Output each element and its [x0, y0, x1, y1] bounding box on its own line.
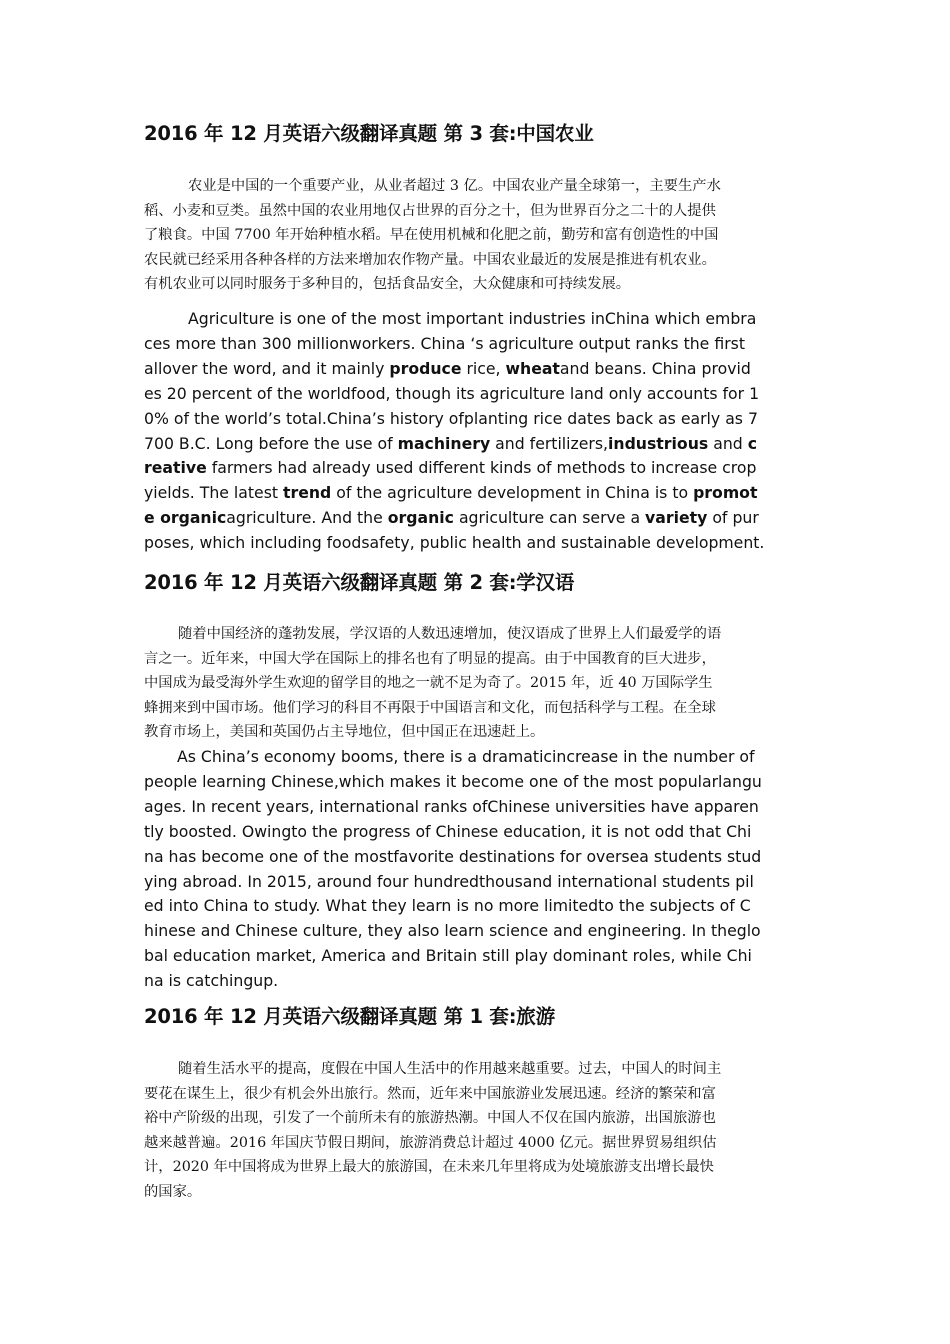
paragraph-line: 言之一。近年来，中国大学在国际上的排名也有了明显的提高。由于中国教育的巨大进步，: [144, 650, 716, 667]
paragraph-line: [144, 795, 808, 820]
paragraph-line: 了粮食。中国 7700 年开始种植水稻。早在使用机械和化肥之前，勤劳和富有创造性的中国: [144, 227, 719, 243]
paragraph-line: [144, 820, 808, 845]
text-run: tly boosted. Owingto the progress of Chinese education, it is not odd that Chi: [144, 821, 752, 841]
paragraph-line: 随着生活水平的提高，度假在中国人生活中的作用越来越重要。过去，中国人的时间主: [178, 1061, 722, 1077]
bold-keyword: c: [747, 433, 758, 453]
bold-keyword: machinery: [397, 433, 491, 453]
bold-keyword: variety: [645, 508, 708, 528]
paragraph-line: [144, 845, 808, 870]
bold-keyword: promot: [693, 483, 758, 503]
paragraph-line: [144, 870, 808, 895]
text-run: farmers had already used different kinds of methods to increase crop: [206, 458, 757, 478]
text-run: of the agriculture development in China is to: [331, 483, 694, 503]
paragraph-line: 计，2020 年中国将成为世界上最大的旅游国，在未来几年里将成为处境旅游支出增长最快: [144, 1159, 714, 1175]
text-run: rice,: [461, 358, 506, 378]
text-run: na is catchingup.: [144, 971, 279, 991]
text-run: allover the word, and it mainly: [144, 358, 390, 378]
text-run: es 20 percent of the worldfood, though its agriculture land only accounts for 1: [144, 383, 760, 403]
text-run: people learning Chinese,which makes it become one of the most popularlangu: [144, 771, 762, 791]
section-2-english-paragraph: [144, 745, 808, 994]
paragraph-line: [144, 357, 808, 382]
section-2-chinese-paragraph: [144, 622, 808, 745]
text-run: ages. In recent years, international ranks ofChinese universities have apparen: [144, 796, 759, 816]
paragraph-line: [144, 456, 808, 481]
text-run: and beans. China provid: [559, 358, 751, 378]
paragraph-line: 随着中国经济的蓬勃发展，学汉语的人数迅速增加，使汉语成了世界上人们最爱学的语: [178, 626, 722, 642]
paragraph-line: 有机农业可以同时服务于多种目的，包括食品安全，大众健康和可持续发展。: [144, 276, 631, 292]
paragraph-line: [144, 332, 808, 357]
text-run: ying abroad. In 2015, around four hundredthousand international students pil: [144, 871, 754, 891]
paragraph-line: [144, 432, 808, 457]
bold-keyword: reative: [144, 458, 207, 478]
paragraph-line: 农民就已经采用各种各样的方法来增加农作物产量。中国农业最近的发展是推进有机农业。: [144, 251, 716, 268]
paragraph-line: 蜂拥来到中国市场。他们学习的科目不再限于中国语言和文化，而包括科学与工程。在全球: [144, 699, 716, 716]
bold-keyword: trend: [283, 483, 332, 503]
text-run: na has become one of the mostfavorite destinations for oversea students stud: [144, 846, 762, 866]
text-run: poses, which including foodsafety, public health and sustainable development.: [144, 533, 765, 553]
bold-keyword: wheat: [505, 358, 560, 378]
paragraph-line: 裕中产阶级的出现，引发了一个前所未有的旅游热潮。中国人不仅在国内旅游，出国旅游也: [144, 1110, 716, 1126]
section-3-chinese-paragraph: [144, 174, 808, 297]
paragraph-line: 的国家。: [144, 1183, 202, 1200]
paragraph-line: [144, 481, 808, 506]
section-1-title: 2016 年 12 月英语六级翻译真题 第 1 套:旅游: [144, 1005, 555, 1028]
paragraph-line: [144, 307, 808, 332]
bold-keyword: produce: [389, 358, 462, 378]
text-run: agriculture can serve a: [453, 508, 646, 528]
text-run: yields. The latest: [144, 483, 284, 503]
paragraph-line: [144, 969, 808, 994]
text-run: 0% of the world’s total.China’s history ofplanting rice dates back as early as 7: [144, 408, 758, 428]
text-run: and fertilizers,: [490, 433, 609, 453]
text-run: ces more than 300 millionworkers. China ‘s agriculture output ranks the first: [144, 333, 745, 353]
text-run: and: [708, 433, 748, 453]
text-run: 700 B.C. Long before the use of: [144, 433, 398, 453]
paragraph-line: 农业是中国的一个重要产业，从业者超过 3 亿。中国农业产量全球第一，主要生产水: [188, 178, 721, 194]
section-3-title: 2016 年 12 月英语六级翻译真题 第 3 套:中国农业: [144, 122, 594, 145]
text-run: hinese and Chinese culture, they also learn science and engineering. In theglo: [144, 921, 761, 941]
paragraph-line: 越来越普遍。2016 年国庆节假日期间，旅游消费总计超过 4000 亿元。据世界贸易组织估: [144, 1134, 717, 1151]
paragraph-line: [144, 531, 808, 556]
bold-keyword: organic: [387, 508, 454, 528]
section-1-chinese-paragraph: [144, 1057, 808, 1204]
text-run: ed into China to study. What they learn is no more limitedto the subjects of C: [144, 896, 751, 916]
bold-keyword: e organic: [144, 508, 227, 528]
paragraph-line: [144, 894, 808, 919]
text-run: of pur: [707, 508, 759, 528]
paragraph-line: 教育市场上，美国和英国仍占主导地位，但中国正在迅速赶上。: [144, 724, 545, 740]
text-run: As China’s economy booms, there is a dramaticincrease in the number of: [177, 747, 755, 766]
text-run: bal education market, America and Britain still play dominant roles, while Chi: [144, 946, 752, 966]
paragraph-line: [144, 745, 808, 770]
paragraph-line: [144, 382, 808, 407]
text-run: Agriculture is one of the most important industries inChina which embra: [188, 309, 757, 328]
bold-keyword: industrious: [608, 433, 709, 453]
paragraph-line: 要花在谋生上，很少有机会外出旅行。然而，近年来中国旅游业发展迅速。经济的繁荣和富: [144, 1085, 716, 1102]
paragraph-line: [144, 944, 808, 969]
paragraph-line: [144, 919, 808, 944]
section-3-english-paragraph: [144, 307, 808, 556]
section-2-title: 2016 年 12 月英语六级翻译真题 第 2 套:学汉语: [144, 571, 575, 594]
paragraph-line: 中国成为最受海外学生欢迎的留学目的地之一就不足为奇了。2015 年，近 40 万国际学生: [144, 675, 713, 691]
paragraph-line: [144, 506, 808, 531]
paragraph-line: [144, 407, 808, 432]
paragraph-line: [144, 770, 808, 795]
text-run: agriculture. And the: [226, 508, 388, 528]
paragraph-line: 稻、小麦和豆类。虽然中国的农业用地仅占世界的百分之十，但为世界百分之二十的人提供: [144, 202, 716, 219]
